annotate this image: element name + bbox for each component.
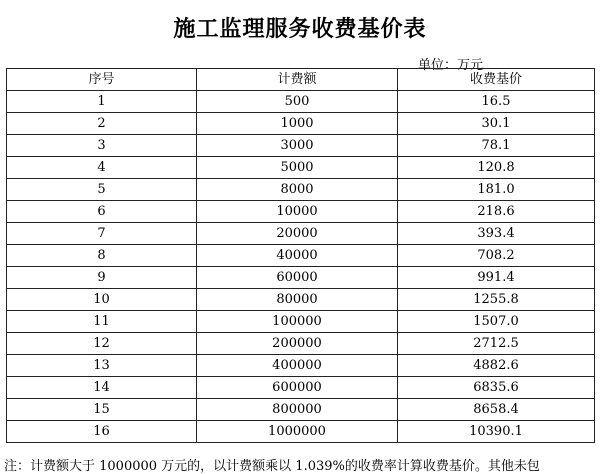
- cell-fee-amount: 100000: [197, 311, 398, 333]
- cell-base-price: 10390.1: [398, 421, 595, 443]
- table-row: [7, 157, 595, 179]
- cell-index: 5: [7, 179, 197, 201]
- cell-index: 3: [7, 135, 197, 157]
- cell-base-price: 4882.6: [398, 355, 595, 377]
- cell-base-price: 708.2: [398, 245, 595, 267]
- footnote: 注：计费额大于 1000000 万元的，以计费额乘以 1.039%的收费率计算收费基价。其他未包: [4, 459, 540, 474]
- header-index: 序号: [7, 69, 197, 91]
- cell-index: 4: [7, 157, 197, 179]
- cell-base-price: 1507.0: [398, 311, 595, 333]
- table-row: [7, 179, 595, 201]
- table-row: [7, 333, 595, 355]
- cell-base-price: 30.1: [398, 113, 595, 135]
- table-row: [7, 201, 595, 223]
- cell-fee-amount: 20000: [197, 223, 398, 245]
- table-row: [7, 421, 595, 443]
- cell-fee-amount: 1000000: [197, 421, 398, 443]
- cell-index: 6: [7, 201, 197, 223]
- cell-fee-amount: 200000: [197, 333, 398, 355]
- cell-base-price: 16.5: [398, 91, 595, 113]
- table-row: [7, 399, 595, 421]
- cell-base-price: 218.6: [398, 201, 595, 223]
- cell-index: 8: [7, 245, 197, 267]
- cell-base-price: 8658.4: [398, 399, 595, 421]
- page-title: 施工监理服务收费基价表: [173, 17, 427, 42]
- header-fee-amount: 计费额: [197, 69, 398, 91]
- cell-index: 15: [7, 399, 197, 421]
- cell-base-price: 393.4: [398, 223, 595, 245]
- cell-fee-amount: 800000: [197, 399, 398, 421]
- table-row: [7, 113, 595, 135]
- cell-base-price: 6835.6: [398, 377, 595, 399]
- cell-base-price: 181.0: [398, 179, 595, 201]
- table-row: [7, 91, 595, 113]
- cell-index: 1: [7, 91, 197, 113]
- cell-index: 2: [7, 113, 197, 135]
- cell-base-price: 120.8: [398, 157, 595, 179]
- table-row: [7, 355, 595, 377]
- table-row: [7, 311, 595, 333]
- cell-fee-amount: 3000: [197, 135, 398, 157]
- table-row: [7, 223, 595, 245]
- table-row: [7, 135, 595, 157]
- cell-base-price: 2712.5: [398, 333, 595, 355]
- cell-index: 12: [7, 333, 197, 355]
- header-base-price: 收费基价: [398, 69, 595, 91]
- cell-fee-amount: 80000: [197, 289, 398, 311]
- table-row: [7, 289, 595, 311]
- table-row: [7, 377, 595, 399]
- cell-fee-amount: 400000: [197, 355, 398, 377]
- cell-index: 11: [7, 311, 197, 333]
- fee-table: [6, 68, 595, 443]
- cell-base-price: 78.1: [398, 135, 595, 157]
- cell-base-price: 1255.8: [398, 289, 595, 311]
- cell-fee-amount: 500: [197, 91, 398, 113]
- cell-fee-amount: 60000: [197, 267, 398, 289]
- table-body: [7, 91, 595, 443]
- cell-fee-amount: 600000: [197, 377, 398, 399]
- table-row: [7, 245, 595, 267]
- cell-fee-amount: 40000: [197, 245, 398, 267]
- unit-label: 单位：万元: [418, 58, 484, 73]
- cell-index: 7: [7, 223, 197, 245]
- cell-fee-amount: 5000: [197, 157, 398, 179]
- cell-base-price: 991.4: [398, 267, 595, 289]
- cell-index: 9: [7, 267, 197, 289]
- cell-fee-amount: 1000: [197, 113, 398, 135]
- table-row: [7, 267, 595, 289]
- cell-index: 13: [7, 355, 197, 377]
- cell-index: 16: [7, 421, 197, 443]
- cell-index: 14: [7, 377, 197, 399]
- cell-fee-amount: 8000: [197, 179, 398, 201]
- table-header-row: [7, 69, 595, 91]
- cell-index: 10: [7, 289, 197, 311]
- cell-fee-amount: 10000: [197, 201, 398, 223]
